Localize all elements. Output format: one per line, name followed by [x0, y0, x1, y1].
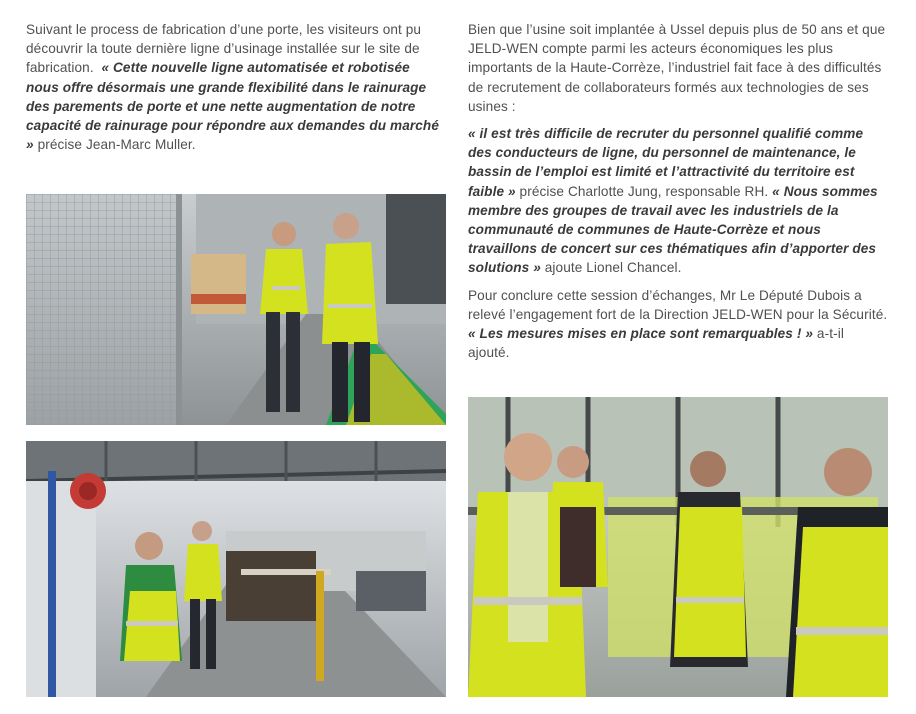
quote-charlotte-jung: « il est très difficile de recruter du personnel qualifié comme des conducteurs de ligne, du personnel de maintenance, le bassin de l’emploi est limité et l’attractivité du territoire est faible »: [468, 126, 864, 199]
quote-attribution: a-t-il ajouté.: [468, 326, 844, 361]
quote-attribution: ajoute Lionel Chancel.: [544, 260, 682, 276]
paragraph-intro: Pour conclure cette session d’échanges, Mr Le Député Dubois a relevé l’engagement fort de la Direction JELD-WEN pour la Sécurité.: [468, 287, 888, 322]
paragraph-recruitment: Bien que l’usine soit implantée à Ussel depuis plus de 50 ans et que JELD-WEN compte parmi les acteurs économiques les plus importants de la Haute-Corrèze, l’industriel fait face à des difficultés de recrutement de collaborateurs formés aux technologies de ses usines :: [468, 22, 886, 114]
quote-lionel-chancel: « Nous sommes membre des groupes de travail avec les industriels de la communauté de communes de Haute-Corrèze et nous travaillons de concert sur ces thématiques afin d’apporter des solutions »: [468, 183, 878, 276]
quote-attribution: précise Charlotte Jung, responsable RH.: [519, 183, 769, 199]
paragraph-quotes-hr: [468, 124, 888, 278]
quote-depute-dubois: « Les mesures mises en place sont remarquables ! »: [468, 326, 814, 342]
photo-factory-visit-plant: [26, 441, 446, 697]
paragraph-production-line: [26, 20, 442, 154]
quote-attribution: précise Jean-Marc Muller.: [37, 137, 196, 153]
right-column: [468, 20, 888, 370]
photo-factory-visit-line: [26, 194, 446, 425]
paragraph-conclusion: [468, 286, 888, 363]
paragraph-intro: Suivant le process de fabrication d’une porte, les visiteurs ont pu découvrir la toute dernière ligne d’usinage installée sur le site de fabrication.: [26, 22, 422, 76]
photo-group-discussion: [468, 397, 888, 697]
quote-jean-marc-muller: « Cette nouvelle ligne automatisée et robotisée nous offre désormais une grande flexibilité dans le rainurage des parements de porte et une nette augmentation de notre capacité de rainurage pour répondre aux demandes du marché »: [26, 60, 439, 153]
left-column: [26, 20, 442, 162]
